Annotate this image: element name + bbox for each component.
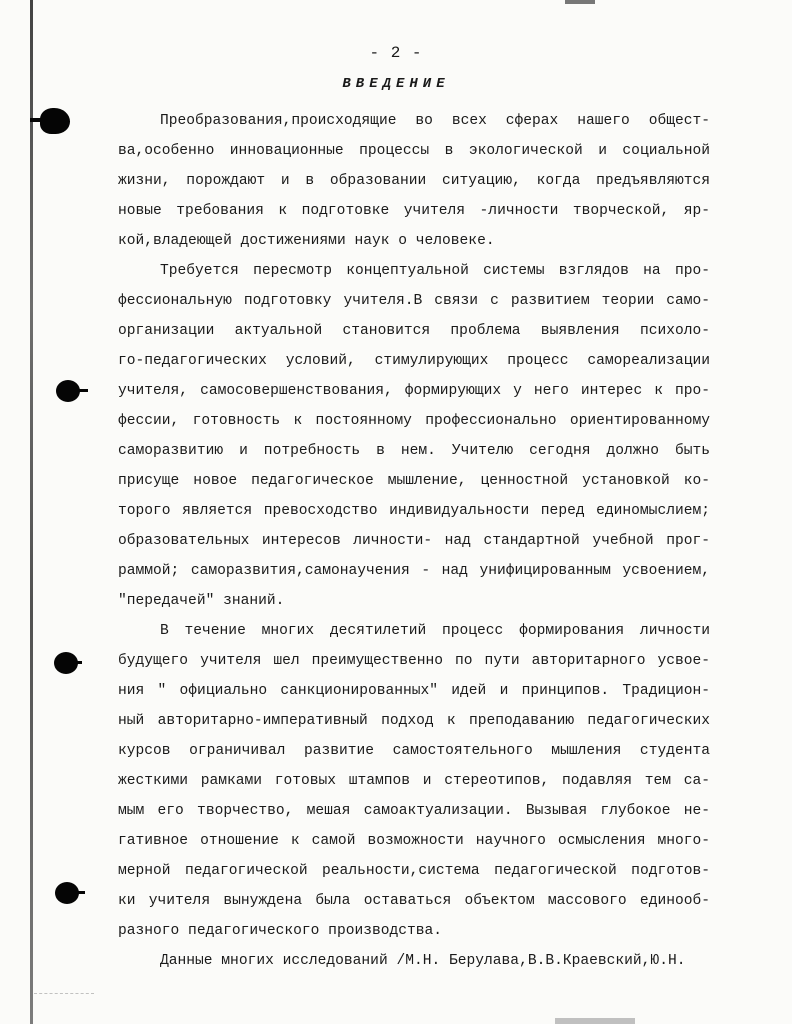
text-line: Данные многих исследований /М.Н. Берулава,В.В.Краевский,Ю.Н.: [160, 953, 686, 969]
text-line: Преобразования,происходящие во всех сферах нашего общест-: [160, 113, 710, 129]
text-line: мым его творчество, мешая самоактуализации. Вызывая глубокое не-: [118, 803, 710, 819]
text-line: фессии, готовность к постоянному профессионально ориентированному: [118, 413, 710, 429]
punch-hole-mark: [54, 652, 78, 674]
paragraph: [118, 616, 710, 946]
text-line: жесткими рамками готовых штампов и стереотипов, подавляя тем са-: [118, 773, 710, 789]
body-text: [118, 106, 710, 976]
scan-top-mark: [565, 0, 595, 4]
text-line: образовательных интересов личности- над стандартной учебной прог-: [118, 533, 710, 549]
paragraph: [118, 946, 710, 976]
paragraph: [118, 256, 710, 616]
page-number: - 2 -: [369, 44, 423, 62]
paragraph: [118, 106, 710, 256]
text-line: ния " официально санкционированных" идей и принципов. Традицион-: [118, 683, 710, 699]
text-line: разного педагогического производства.: [118, 923, 443, 939]
text-line: саморазвитию и потребность в нем. Учителю сегодня должно быть: [118, 443, 710, 459]
text-line: курсов ограничивал развитие самостоятельного мышления студента: [118, 743, 710, 759]
text-line: фессиональную подготовку учителя.В связи с развитием теории само-: [118, 293, 710, 309]
punch-hole-mark: [40, 108, 70, 134]
text-line: "передачей" знаний.: [118, 593, 285, 609]
scan-left-edge: [30, 0, 33, 1024]
text-line: Требуется пересмотр концептуальной системы взглядов на про-: [160, 263, 710, 279]
text-line: ки учителя вынуждена была оставаться объектом массового единооб-: [118, 893, 710, 909]
text-line: ный авторитарно-императивный подход к преподаванию педагогических: [118, 713, 710, 729]
scan-bottom-mark: [555, 1018, 635, 1024]
text-line: организации актуальной становится проблема выявления психоло-: [118, 323, 710, 339]
text-line: будущего учителя шел преимущественно по пути авторитарного усвое-: [118, 653, 710, 669]
punch-hole-mark: [56, 380, 80, 402]
text-line: го-педагогических условий, стимулирующих процесс самореализации: [118, 353, 710, 369]
text-line: гативное отношение к самой возможности научного осмысления много-: [118, 833, 710, 849]
text-line: В течение многих десятилетий процесс формирования личности: [160, 623, 710, 639]
text-line: кой,владеющей достижениями наук о человеке.: [118, 233, 495, 249]
text-line: торого является превосходство индивидуальности перед единомыслием;: [118, 503, 710, 519]
text-line: новые требования к подготовке учителя -личности творческой, яр-: [118, 203, 710, 219]
text-line: жизни, порождают и в образовании ситуацию, когда предъявляются: [118, 173, 710, 189]
scan-bottom-scrawl: [34, 993, 94, 1024]
text-line: мерной педагогической реальности,система педагогической подготов-: [118, 863, 710, 879]
text-line: присуще новое педагогическое мышление, ценностной установкой ко-: [118, 473, 710, 489]
text-line: учителя, самосовершенствования, формирующих у него интерес к про-: [118, 383, 710, 399]
text-line: раммой; саморазвития,самонаучения - над унифицированным усвоением,: [118, 563, 710, 579]
text-line: ва,особенно инновационные процессы в экологической и социальной: [118, 143, 710, 159]
section-heading: ВВЕДЕНИЕ: [342, 76, 450, 92]
punch-hole-mark: [55, 882, 79, 904]
